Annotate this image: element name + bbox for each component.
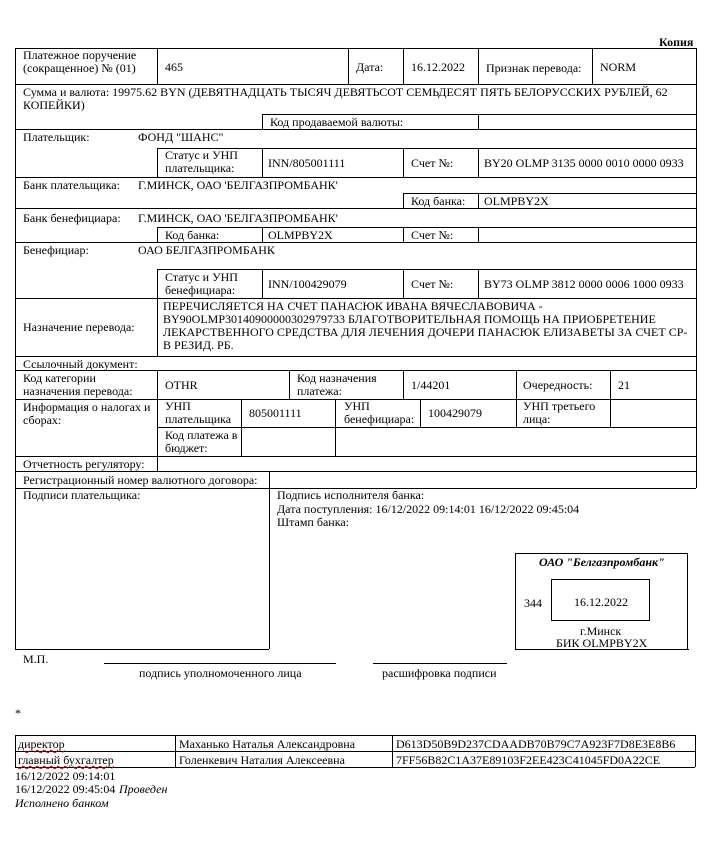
category-label: Код категории назначения перевода: (23, 371, 133, 398)
tax-benef-unp: 100429079 (428, 406, 482, 420)
payer-bank-label: Банк плательщика: (23, 178, 120, 192)
stamp-bik: БИК OLMPBY2X (556, 636, 648, 650)
budget-code-label: Код платежа в бюджет: (165, 428, 238, 455)
category-value: OTHR (165, 378, 198, 392)
signer-hash: D613D50B9D237CDAADB70B79C7A923F7D8E3E8B6 (396, 737, 676, 751)
log-line-1: 16/12/2022 09:14:01 (15, 769, 116, 783)
beneficiary-bank-account-label: Счет №: (411, 228, 454, 242)
purpose-code-label: Код назначения платежа: (297, 371, 377, 398)
log-line-2-status: Проведен (119, 782, 168, 796)
auth-sign-caption: подпись уполномоченного лица (139, 666, 302, 680)
log-line-3: Исполнено банком (15, 796, 109, 810)
beneficiary-status-label: Статус и УНП бенефициара: (165, 270, 238, 297)
payer-bank-code-label: Код банка: (411, 194, 466, 208)
purpose-text: ПЕРЕЧИСЛЯЕТСЯ НА СЧЕТ ПАНАСЮК ИВАНА ВЯЧЕСЛАВОВИЧА - BY90OLMP30140900000302979733 БЛАГОТВОРИТЕЛЬНАЯ ПОМОЩЬ НА ПРИОБРЕТЕНИЕ ЛЕКАРСТВЕННОГО СРЕДСТВА ДЛЯ ЛЕЧЕНИЯ ДОЧЕРИ ПАНАСЮК ЕЛИЗАВЕТЫ ЗА СЧЕТ СР-В РЕЗИД. РБ. (163, 299, 688, 352)
payer-bank-name: Г.МИНСК, ОАО 'БЕЛГАЗПРОМБАНК' (138, 178, 338, 192)
payer-bank-code: OLMPBY2X (484, 194, 549, 208)
registration-label: Регистрационный номер валютного договора: (23, 473, 258, 487)
mp-label: М.П. (23, 652, 49, 666)
doc-number: 465 (165, 60, 183, 74)
purpose-label: Назначение перевода: (23, 320, 135, 334)
beneficiary-account: BY73 OLMP 3812 0000 0006 1000 0933 (484, 277, 684, 291)
doc-type-label: Платежное поручение (сокращенное) № (01) (23, 48, 137, 75)
bank-signature-label: Подпись исполнителя банка: (277, 488, 425, 502)
stamp-date: 16.12.2022 (574, 595, 628, 609)
stamp-number: 344 (524, 596, 542, 610)
beneficiary-bank-label: Банк бенефициара: (23, 211, 121, 225)
payer-status-label: Статус и УНП плательщика: (165, 148, 238, 175)
regulator-label: Отчетность регулятору: (23, 457, 145, 471)
priority-label: Очередность: (523, 378, 593, 392)
tax-payer-unp: 805001111 (249, 406, 302, 420)
beneficiary-account-label: Счет №: (411, 277, 454, 291)
signer-role: директор (18, 737, 65, 751)
payer-signatures-label: Подписи плательщика: (23, 488, 141, 502)
decode-signature-line (373, 663, 507, 664)
transfer-sign-label: Признак перевода: (486, 61, 582, 75)
payer-account-label: Счет №: (411, 156, 454, 170)
bank-stamp-label: Штамп банка: (277, 515, 349, 529)
payer-label: Плательщик: (23, 130, 90, 144)
stamp-bank-name: ОАО "Белгазпромбанк" (539, 555, 665, 569)
beneficiary-unp: INN/100429079 (268, 277, 347, 291)
beneficiary-label: Бенефициар: (23, 243, 89, 257)
reference-doc-label: Ссылочный документ: (23, 357, 138, 371)
signer-hash: 7FF56B82C1A37E89103F2EE423C41045FD0A22CE (396, 753, 661, 767)
beneficiary-bank-name: Г.МИНСК, ОАО 'БЕЛГАЗПРОМБАНК' (138, 211, 338, 225)
tax-third-unp-label: УНП третьего лица: (523, 399, 596, 426)
signer-name: Маханько Наталья Александровна (179, 737, 356, 751)
transfer-sign-value: NORM (600, 60, 637, 74)
payer-account: BY20 OLMP 3135 0000 0010 0000 0933 (484, 156, 684, 170)
amount-text: Сумма и валюта: 19975.62 BYN (ДЕВЯТНАДЦАТЬ ТЫСЯЧ ДЕВЯТЬСОТ СЕМЬДЕСЯТ ПЯТЬ БЕЛОРУССКИХ РУБЛЕЙ, 62 КОПЕЙКИ) (23, 85, 668, 112)
date-value: 16.12.2022 (411, 60, 465, 74)
decode-caption: расшифровка подписи (382, 666, 497, 680)
payer-unp: INN/805001111 (268, 156, 346, 170)
asterisk: * (15, 706, 21, 720)
stamp-city: г.Минск (580, 624, 622, 638)
beneficiary-bank-code-label: Код банка: (165, 228, 220, 242)
payer-name: ФОНД "ШАНС" (138, 130, 224, 144)
priority-value: 21 (618, 378, 630, 392)
receipt-date-line: Дата поступления: 16/12/2022 09:14:01 16/12/2022 09:45:04 (277, 502, 580, 516)
beneficiary-name: ОАО БЕЛГАЗПРОМБАНК (138, 243, 275, 257)
tax-benef-unp-label: УНП бенефициара: (344, 399, 415, 426)
purpose-code: 1/44201 (411, 378, 451, 392)
log-line-2-time: 16/12/2022 09:45:04 (15, 782, 116, 796)
taxes-label: Информация о налогах и сборах: (23, 400, 151, 427)
signer-name: Голенкевич Наталия Алексеевна (179, 753, 345, 767)
auth-signature-line (104, 663, 336, 664)
date-label: Дата: (356, 60, 384, 74)
tax-payer-unp-label: УНП плательщика (165, 399, 232, 426)
signer-role: главный бухгалтер (18, 753, 114, 767)
beneficiary-bank-code: OLMPBY2X (268, 228, 333, 242)
sold-currency-label: Код продаваемой валюты: (270, 115, 404, 129)
copy-label: Копия (659, 35, 694, 49)
